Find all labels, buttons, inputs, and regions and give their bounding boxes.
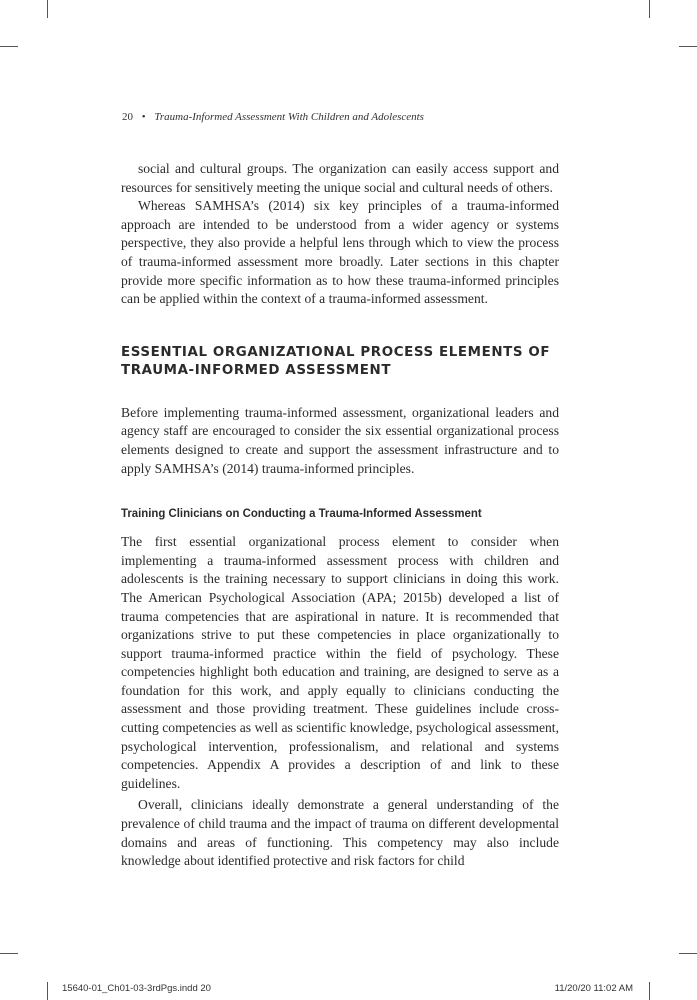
paragraph: The first essential organizational process element to consider when implementing a trauma-informed assessment process with children and adolescents is the training necessary to support clinicians in doing this work. The American Psychological Association (APA; 2015b) developed a list of trauma competencies that are aspirational in nature. It is recommended that organizations strive to put these competencies in place organizationally to support trauma-informed practice within the field of psychology. These competencies highlight both education and training, are designed to serve as a foundation for this work, and apply equally to clinicians conducting the assessment and those providing treatment. These guidelines include cross-cutting competencies as well as scientific knowledge, psychological assessment, psychological intervention, professionalism, and relational and systems competencies. Appendix A provides a description of and link to these guidelines. <box>121 534 559 791</box>
section-heading: ESSENTIAL ORGANIZATIONAL PROCESS ELEMENTS OF TRAUMA-INFORMED ASSESSMENT <box>121 344 551 378</box>
crop-mark <box>0 953 18 954</box>
page-body <box>121 160 559 871</box>
paragraph: Before implementing trauma-informed assessment, organizational leaders and agency staff are encouraged to consider the six essential organizational process elements designed to create and support the assessment infrastructure and to apply SAMHSA’s (2014) trauma-informed principles. <box>121 404 559 476</box>
slug-file: 15640-01_Ch01-03-3rdPgs.indd 20 <box>62 983 211 994</box>
crop-mark <box>649 982 650 1000</box>
crop-mark <box>0 46 18 47</box>
crop-mark <box>47 982 48 1000</box>
paragraph: Overall, clinicians ideally demonstrate a general understanding of the prevalence of child trauma and the impact of trauma on different developmental domains and areas of functioning. This competency may also include knowledge about identified protective and risk factors for child <box>121 797 559 869</box>
subsection-heading: Training Clinicians on Conducting a Trauma-Informed Assessment <box>121 506 482 521</box>
running-head-bullet: • <box>141 111 146 123</box>
running-head <box>122 111 424 123</box>
crop-mark <box>47 0 48 18</box>
crop-mark <box>679 953 697 954</box>
paragraph: Whereas SAMHSA’s (2014) six key principles of a trauma-informed approach are intended to be understood from a wider agency or systems perspective, they also provide a helpful lens through which to view the process of trauma-informed assessment more broadly. Later sections in this chapter provide more specific information as to how these trauma-informed principles can be applied within the context of a trauma-informed assessment. <box>121 198 559 307</box>
slug-date: 11/20/20 11:02 AM <box>554 983 633 994</box>
page-number: 20 <box>122 111 133 123</box>
book-title: Trauma-Informed Assessment With Children and Adolescents <box>154 111 424 123</box>
crop-mark <box>679 46 697 47</box>
crop-mark <box>649 0 650 18</box>
paragraph: social and cultural groups. The organization can easily access support and resources for sensitively meeting the unique social and cultural needs of others. <box>121 161 559 195</box>
